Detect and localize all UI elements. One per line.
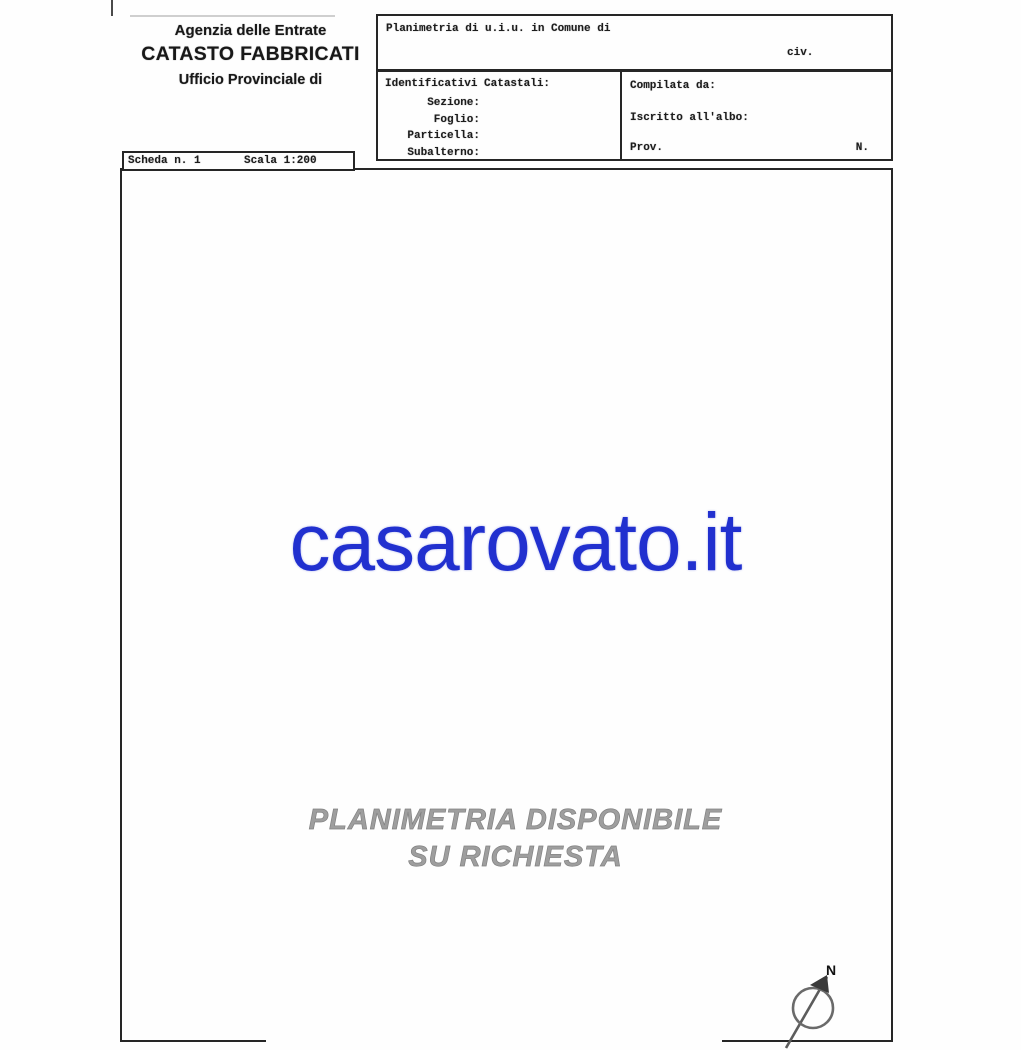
n-label: N. — [855, 142, 869, 154]
notice-line-1: PLANIMETRIA DISPONIBILE — [308, 804, 723, 836]
frame-bottom-border-left-segment — [120, 1040, 266, 1042]
identifiers-heading: Identificativi Catastali: — [385, 78, 551, 90]
planimetria-title: Planimetria di u.i.u. in Comune di — [386, 23, 611, 35]
drawing-frame — [120, 168, 893, 1042]
identifiers-left-column — [378, 72, 620, 159]
scan-artifact-vline — [111, 0, 113, 16]
compass-north-icon — [770, 948, 880, 1050]
compiled-by-label: Compilata da: — [630, 80, 716, 92]
office-name: Ufficio Provinciale di — [178, 72, 323, 88]
scale-label: Scala 1:200 — [244, 155, 317, 167]
notice-line-2: SU RICHIESTA — [408, 841, 623, 873]
identifiers-right-column — [622, 72, 891, 159]
catasto-title: CATASTO FABBRICATI — [141, 43, 360, 65]
field-label-foglio: Foglio: — [433, 113, 480, 126]
notice-text — [122, 802, 891, 876]
field-label-sezione: Sezione: — [427, 97, 480, 109]
compass-circle — [793, 988, 833, 1028]
field-label-particella: Particella: — [407, 130, 480, 142]
field-label-subalterno: Subalterno: — [407, 146, 480, 159]
identifiers-field-labels — [385, 95, 480, 161]
scan-artifact-hline — [130, 15, 335, 17]
prov-label: Prov. — [630, 142, 664, 154]
compass-north-label: N — [826, 962, 837, 978]
scheda-box — [122, 151, 355, 171]
planimetria-title-box — [376, 14, 893, 71]
agency-name: Agenzia delle Entrate — [174, 22, 327, 39]
scheda-number-label: Scheda n. 1 — [128, 155, 201, 167]
identifiers-box — [376, 70, 893, 161]
civ-label: civ. — [787, 47, 814, 59]
albo-label: Iscritto all'albo: — [630, 112, 749, 124]
agency-header — [138, 22, 363, 88]
watermark-text: casarovato.it — [289, 497, 742, 588]
